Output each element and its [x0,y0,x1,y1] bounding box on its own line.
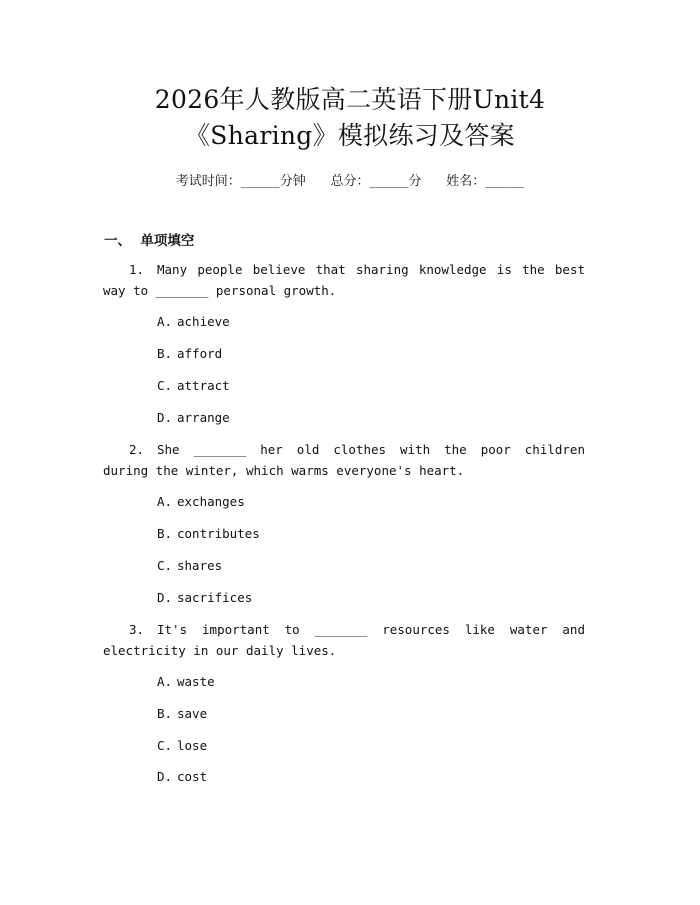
page-title-line-2: 《Sharing》模拟练习及答案 [185,121,515,150]
section-heading [104,229,194,249]
option-2d [157,588,252,608]
option-3b [157,704,207,724]
option-2a [157,492,245,512]
option-1a [157,312,230,332]
question-text: It's important to _______ resources like water and electricity in our daily lives. [103,622,585,658]
option-letter: B. [157,526,173,541]
section-title: 单项填空 [140,233,195,249]
option-letter: A. [157,494,173,509]
option-3c [157,736,207,756]
question-3 [103,619,585,661]
option-letter: C. [157,558,173,573]
option-text: arrange [177,410,230,425]
option-text: lose [177,738,208,753]
option-2b [157,524,260,544]
option-text: sacrifices [177,590,253,605]
question-number: 2. [129,442,145,457]
option-letter: B. [157,706,173,721]
question-2 [103,439,585,481]
option-text: waste [177,674,215,689]
option-text: afford [177,346,223,361]
option-text: achieve [177,314,230,329]
option-text: cost [177,769,208,784]
option-1d [157,408,230,428]
page-title-line-1: 2026年人教版高二英语下册Unit4 [154,85,546,114]
option-text: shares [177,558,223,573]
option-letter: D. [157,769,173,784]
option-3a [157,672,215,692]
option-text: save [177,706,208,721]
option-letter: B. [157,346,173,361]
option-letter: C. [157,378,173,393]
question-text: Many people believe that sharing knowledge is the best way to _______ personal growth. [103,262,585,298]
option-letter: D. [157,410,173,425]
exam-info-line: 考试时间：______分钟 总分：______分 姓名：______ [175,174,525,189]
option-1b [157,344,222,364]
question-number: 3. [129,622,145,637]
option-2c [157,556,222,576]
option-letter: C. [157,738,173,753]
option-text: attract [177,378,230,393]
option-letter: A. [157,314,173,329]
option-text: exchanges [177,494,245,509]
option-3d [157,767,207,787]
option-text: contributes [177,526,260,541]
option-1c [157,376,230,396]
section-number: 一、 [104,233,131,249]
option-letter: D. [157,590,173,605]
option-letter: A. [157,674,173,689]
question-number: 1. [129,262,145,277]
question-text: She _______ her old clothes with the poor children during the winter, which warms everyone's heart. [103,442,585,478]
question-1 [103,259,585,301]
